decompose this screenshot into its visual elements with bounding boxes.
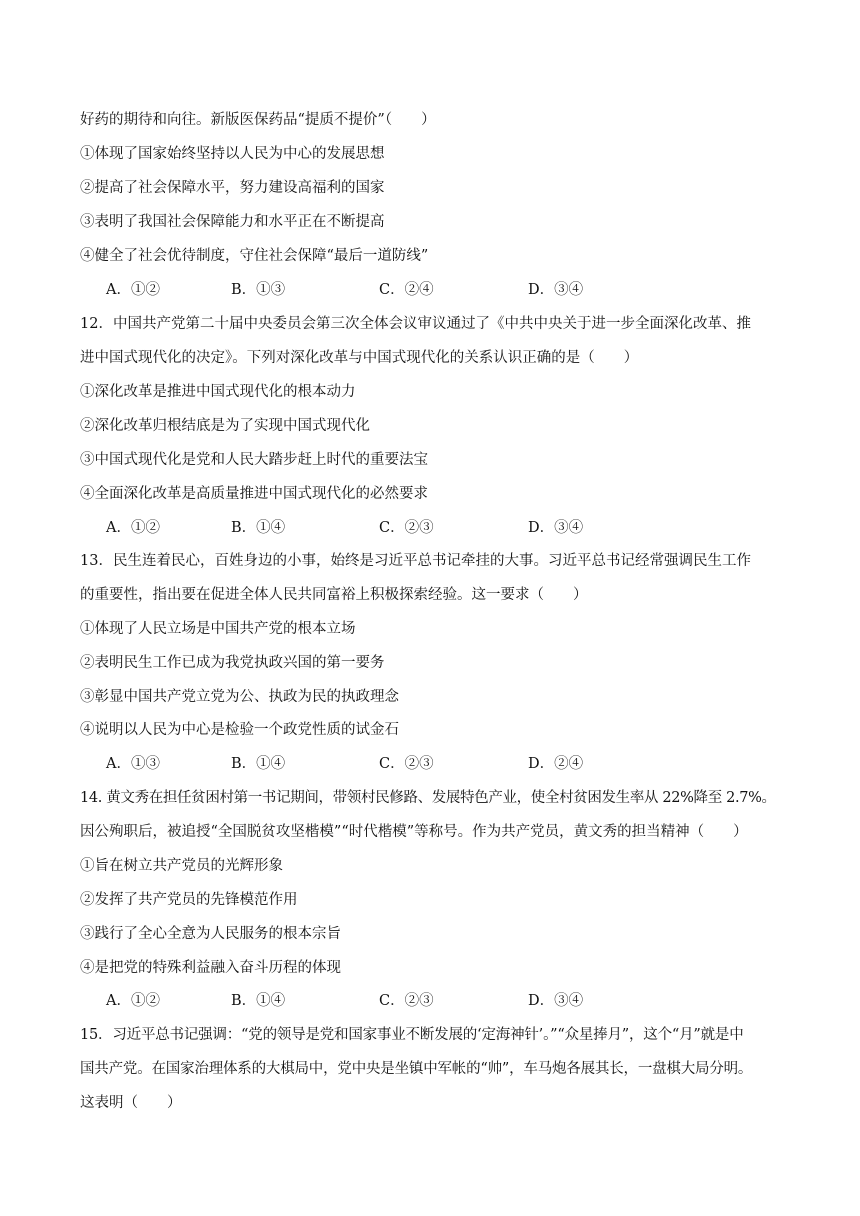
q12-stem-line-1: 12．中国共产党第二十届中央委员会第三次全体会议审议通过了《中共中央关于进一步全面深化改革、推 [80, 316, 751, 332]
q14-option-a[interactable]: A．①② [106, 993, 160, 1009]
q12-stem-line-2: 进中国式现代化的决定》。下列对深化改革与中国式现代化的关系认识正确的是（ ） [80, 350, 639, 366]
q14-stem-line-1: 14. 黄文秀在担任贫困村第一书记期间，带领村民修路、发展特色产业，使全村贫困发生率从 22%降至 2.7%。 [80, 790, 776, 806]
q14-option-c[interactable]: C．②③ [379, 993, 434, 1009]
q13-statement-4: ④说明以人民为中心是检验一个政党性质的试金石 [80, 722, 399, 738]
q11-statement-3: ③表明了我国社会保障能力和水平正在不断提高 [80, 214, 385, 230]
q14-stem-line-2: 因公殉职后，被追授“全国脱贫攻坚楷模”“时代楷模”等称号。作为共产党员，黄文秀的担当精神（ ） [80, 824, 748, 840]
q14-options [106, 991, 786, 1011]
q12-statement-4: ④全面深化改革是高质量推进中国式现代化的必然要求 [80, 486, 428, 502]
q13-stem-line-2: 的重要性，指出要在促进全体人民共同富裕上积极探索经验。这一要求（ ） [80, 587, 588, 603]
q14-statement-1: ①旨在树立共产党员的光辉形象 [80, 858, 283, 874]
q13-statement-2: ②表明民生工作已成为我党执政兴国的第一要务 [80, 655, 385, 671]
q14-statement-4: ④是把党的特殊利益融入奋斗历程的体现 [80, 960, 341, 976]
q12-statement-1: ①深化改革是推进中国式现代化的根本动力 [80, 384, 356, 400]
q11-statement-2: ②提高了社会保障水平，努力建设高福利的国家 [80, 180, 385, 196]
q13-stem-line-1: 13．民生连着民心，百姓身边的小事，始终是习近平总书记牵挂的大事。习近平总书记经常强调民生工作 [80, 553, 751, 569]
q12-option-a[interactable]: A．①② [106, 520, 160, 536]
q14-statement-2: ②发挥了共产党员的先锋模范作用 [80, 892, 298, 908]
q13-option-c[interactable]: C．②③ [379, 756, 434, 772]
q14-option-d[interactable]: D．③④ [528, 993, 584, 1009]
q12-statement-2: ②深化改革归根结底是为了实现中国式现代化 [80, 418, 370, 434]
q13-statement-3: ③彰显中国共产党立党为公、执政为民的执政理念 [80, 689, 399, 705]
q11-statement-1: ①体现了国家始终坚持以人民为中心的发展思想 [80, 146, 385, 162]
q13-statement-1: ①体现了人民立场是中国共产党的根本立场 [80, 621, 356, 637]
q15-stem-line-2: 国共产党。在国家治理体系的大棋局中，党中央是坐镇中军帐的“帅”，车马炮各展其长，一盘棋大局分明。 [80, 1061, 753, 1077]
q13-option-a[interactable]: A．①③ [106, 756, 160, 772]
q12-option-b[interactable]: B．①④ [231, 520, 286, 536]
q15-stem-line-3: 这表明（ ） [80, 1095, 182, 1111]
q12-option-c[interactable]: C．②③ [379, 520, 434, 536]
q13-option-d[interactable]: D．②④ [528, 756, 584, 772]
q14-statement-3: ③践行了全心全意为人民服务的根本宗旨 [80, 926, 341, 942]
q11-option-d[interactable]: D．③④ [528, 282, 584, 298]
q14-option-b[interactable]: B．①④ [231, 993, 286, 1009]
q13-options [106, 754, 786, 774]
q13-option-b[interactable]: B．①④ [231, 756, 286, 772]
q12-statement-3: ③中国式现代化是党和人民大踏步赶上时代的重要法宝 [80, 452, 428, 468]
q15-stem-line-1: 15．习近平总书记强调：“党的领导是党和国家事业不断发展的‘定海神针’。”“众星捧月”，这个“月”就是中 [80, 1027, 744, 1043]
q11-option-b[interactable]: B．①③ [231, 282, 286, 298]
q12-option-d[interactable]: D．③④ [528, 520, 584, 536]
q12-options [106, 518, 786, 538]
q11-statement-4: ④健全了社会优待制度，守住社会保障“最后一道防线” [80, 248, 429, 264]
q11-options [106, 280, 786, 300]
q11-stem-tail: 好药的期待和向往。新版医保药品“提质不提价”（ ） [80, 112, 436, 128]
q11-option-c[interactable]: C．②④ [379, 282, 434, 298]
q11-option-a[interactable]: A．①② [106, 282, 160, 298]
